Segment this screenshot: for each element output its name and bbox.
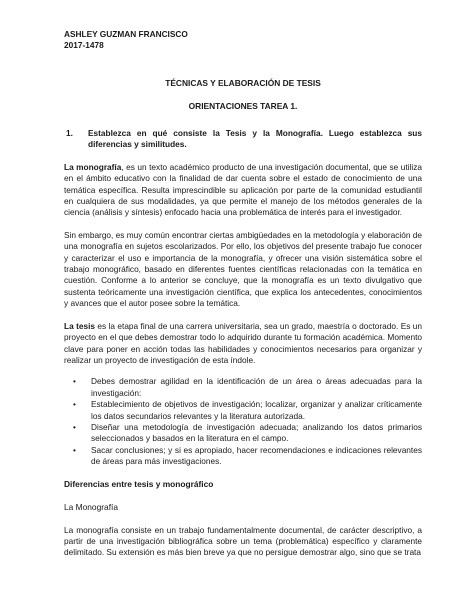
paragraph-monografia	[64, 162, 422, 219]
bullet-icon: •	[73, 399, 76, 410]
monografia-definition: , es un texto académico producto de una investigación documental, que se utiliza en el ámbito educativo con la finalidad de dar cuenta sobre el estado de conocimiento de una temática específica. Resulta imprescindible su aplicación por parte de la comunidad estudiantil en cualquiera de sus modalidades, ya que permite el manejo de los métodos generales de la ciencia (análisis y síntesis) enfocado hacia una problemática de interés para el investigador.	[64, 161, 422, 218]
bullet-list	[64, 376, 422, 467]
paragraph-sin-embargo: Sin embargo, es muy común encontrar ciertas ambigüedades en la metodología y elaboración de una monografía en sujetos escolarizados. Por ello, los objetivos del presente trabajo fue conocer y caracterizar el uso e importancia de la monografía, y ofrecer una visión sistemática sobre el trabajo monográfico, basado en diferentes fuentes científicas relacionadas con la temática en cuestión. Conforme a lo anterior se concluye, que la monografía es un texto divulgativo que sustenta teóricamente una investigación científica, que explica los antecedentes, conocimientos y avances que el autor posee sobre la temática.	[64, 229, 422, 309]
section-heading: Diferencias entre tesis y monográfico	[64, 478, 214, 489]
question-item	[64, 128, 422, 151]
bullet-text: Diseñar una metodología de investigación adecuada; analizando los datos primarios seleccionados y basados en la literatura en el campo.	[91, 421, 422, 444]
term-tesis: La tesis	[64, 320, 95, 331]
list-item	[64, 422, 422, 445]
tesis-definition: es la etapa final de una carrera universitaria, sea un grado, maestría o doctorado. Es un proyecto en el que debes demostrar todo lo adquirido durante tu formación académica. Momento clave para poner en acción todas las habilidades y conocimientos necesarios para organizar y realizar un proyecto de investigación de esta índole.	[64, 320, 422, 365]
bullet-text: Debes demostrar agilidad en la identificación de un área o áreas adecuadas para la investigación:	[91, 376, 422, 398]
bullet-text: Sacar conclusiones; y si es apropiado, hacer recomendaciones e indicaciones relevantes de áreas para más investigaciones.	[91, 444, 422, 467]
list-item	[64, 399, 422, 422]
list-item	[64, 445, 422, 468]
author-id: 2017-1478	[64, 40, 104, 50]
author-name: ASHLEY GUZMAN FRANCISCO	[64, 29, 188, 39]
question-text: Establezca en qué consiste la Tesis y la Monografía. Luego establezca sus diferencias y similitudes.	[88, 128, 422, 150]
term-monografia: La monografía	[64, 161, 122, 172]
paragraph-monografia-detail: La monografía consiste en un trabajo fundamentalmente documental, de carácter descriptivo, a partir de una investigación bibliográfica sobre un tema (problemática) específico y claramente delimitado. Su extensión es más bien breve ya que no persigue demostrar algo, sino que se trata	[64, 524, 422, 558]
bullet-icon: •	[73, 444, 76, 455]
bullet-icon: •	[73, 376, 76, 387]
document-title: TÉCNICAS Y ELABORACIÓN DE TESIS	[165, 78, 321, 88]
section-subheading: La Monografía	[64, 501, 119, 512]
list-item	[64, 376, 422, 399]
paragraph-tesis	[64, 321, 422, 367]
document-subtitle: ORIENTACIONES TAREA 1.	[188, 101, 298, 111]
question-number: 1.	[66, 128, 73, 138]
bullet-text: Establecimiento de objetivos de investigación; localizar, organizar y analizar críticamente los datos secundarios relevantes y la literatura autorizada.	[91, 399, 422, 421]
bullet-icon: •	[73, 421, 76, 432]
